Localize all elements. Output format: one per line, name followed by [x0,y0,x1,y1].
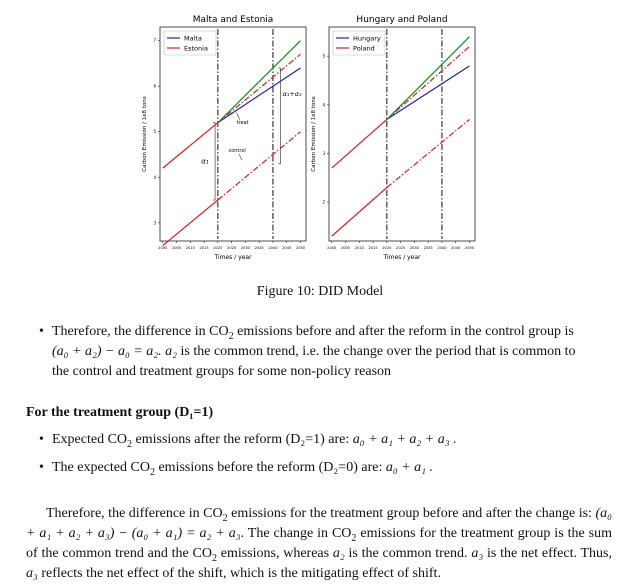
x-tick-label: 2015 [368,246,378,250]
x-tick-label: 2045 [451,246,461,250]
legend-label: Poland [353,44,375,53]
x-tick-label: 2005 [340,246,351,250]
text-span: is the common trend, i.e. the change over the period that is common to [177,344,576,359]
subscript: 2 [351,532,357,544]
x-tick-label: 2035 [254,246,264,250]
text-span: The expected CO [52,460,150,475]
text-span: emissions for the treatment group before and after the change is: [227,506,592,521]
y-tick-label: 3 [153,220,156,226]
math-span: (a₀ + a₂) − a₀ = a₂. a₂ [52,344,178,359]
series-line [218,54,301,122]
x-tick-label: 2035 [423,246,433,250]
x-tick-label: 2020 [213,246,223,250]
series-line [163,200,218,246]
x-axis-label: Times / year [214,254,252,261]
x-tick-label: 2025 [396,246,406,250]
x-tick-label: 2010 [354,246,364,250]
y-tick-label: 2 [322,199,325,205]
y-tick-label: 5 [153,129,156,135]
y-tick-label: 6 [153,83,156,89]
series-line [332,119,387,168]
bullet-expected-after [39,430,612,450]
text-span: reflects the net effect of the shift, which is the mitigating effect of shift. [37,566,441,581]
x-tick-label: 2015 [199,246,209,250]
x-tick-label: 2000 [327,246,337,250]
control-arrow [239,154,242,160]
plot-frame [160,27,306,241]
annotation-treat: treat [236,119,249,126]
x-tick-label: 2050 [295,246,306,250]
y-tick-label: 7 [153,38,156,44]
bullet-expected-before [39,458,612,478]
treat-arrow [237,113,240,120]
chart-malta-estonia [142,15,306,261]
series-line [387,37,470,120]
x-tick-label: 2050 [464,246,475,250]
text-span: Therefore, the difference in CO [52,324,229,339]
bullet-dot: • [39,324,44,339]
x-axis-label: Times / year [383,254,421,261]
x-tick-label: 2040 [437,246,447,250]
text-span: emissions, whereas [216,546,333,561]
legend-label: Estonia [184,44,208,53]
x-tick-label: 2030 [240,246,250,250]
series-line [218,41,301,123]
text-span: Expected CO [52,432,128,447]
text-span: is the common trend. [344,546,472,561]
body-paragraph [26,504,612,584]
series-line [387,66,470,120]
x-tick-label: 2025 [227,246,237,250]
x-tick-label: 2005 [171,246,182,250]
series-line [332,188,387,237]
x-tick-label: 2030 [409,246,419,250]
series-line [387,46,470,119]
brace-alpha1 [213,123,215,200]
plot-frame [329,27,475,241]
series-line [218,132,301,200]
chart-title: Hungary and Poland [356,15,448,25]
subscript: 2 [149,466,155,478]
subscript: 2 [222,512,228,524]
text-span: is the net effect. Thus, [483,546,612,561]
chart-title: Malta and Estonia [192,15,274,25]
x-tick-label: 2010 [185,246,195,250]
text-span: emissions before the reform (D₂=0) are: [154,460,386,475]
annotation-control: control [228,148,246,155]
annotation-alpha1-alpha3: α₁+α₃ [282,89,302,98]
bullet-dot: • [39,432,44,447]
text-span: emissions after the reform (D₂=1) are: [132,432,353,447]
legend-label: Malta [184,34,202,43]
y-axis-label: Carbon Emission / 1e8 tons [311,96,317,172]
y-tick-label: 4 [153,174,156,180]
y-tick-label: 4 [322,102,325,108]
math-span: a₃ [26,566,38,581]
text-span: the control and treatment groups for some non-policy reason [52,364,392,379]
annotation-alpha1: α₁ [201,157,209,166]
math-span: a₃ [471,546,484,561]
y-tick-label: 5 [322,53,325,59]
series-line [163,123,218,169]
did-figure [0,0,640,275]
math-span: a₀ + a₁ + a₂ + a₃ . [352,432,457,447]
text-span: . The change in CO [240,526,352,541]
math-span: a₀ + a₁ . [385,460,434,475]
x-tick-label: 2000 [158,246,168,250]
text-span: emissions before and after the reform in the control group is [233,324,574,339]
bullet-dot: • [39,460,44,475]
subscript: 2 [127,438,133,450]
y-axis-label: Carbon Emission / 1e8 tons [142,96,148,172]
series-line [387,119,470,187]
text-span: emissions for the treatment group is the sum of the common trend and the CO [26,526,612,561]
math-span: (a₀ + a₁ + a₂ + a₃) − (a₀ + a₁) = a₂ + a₃ [26,506,612,541]
math-span: a₂ [332,546,345,561]
x-tick-label: 2040 [268,246,278,250]
bullet-control-group [39,322,612,382]
figure-caption: Figure 10: DID Model [256,284,384,299]
x-tick-label: 2045 [282,246,292,250]
chart-hungary-poland [311,15,475,261]
text-span: Therefore, the difference in CO [46,506,223,521]
section-heading: For the treatment group (D₁=1) [26,405,214,420]
legend-label: Hungary [353,34,381,43]
y-tick-label: 3 [322,150,325,156]
x-tick-label: 2020 [382,246,392,250]
subscript: 2 [211,552,217,564]
subscript: 2 [228,330,234,342]
